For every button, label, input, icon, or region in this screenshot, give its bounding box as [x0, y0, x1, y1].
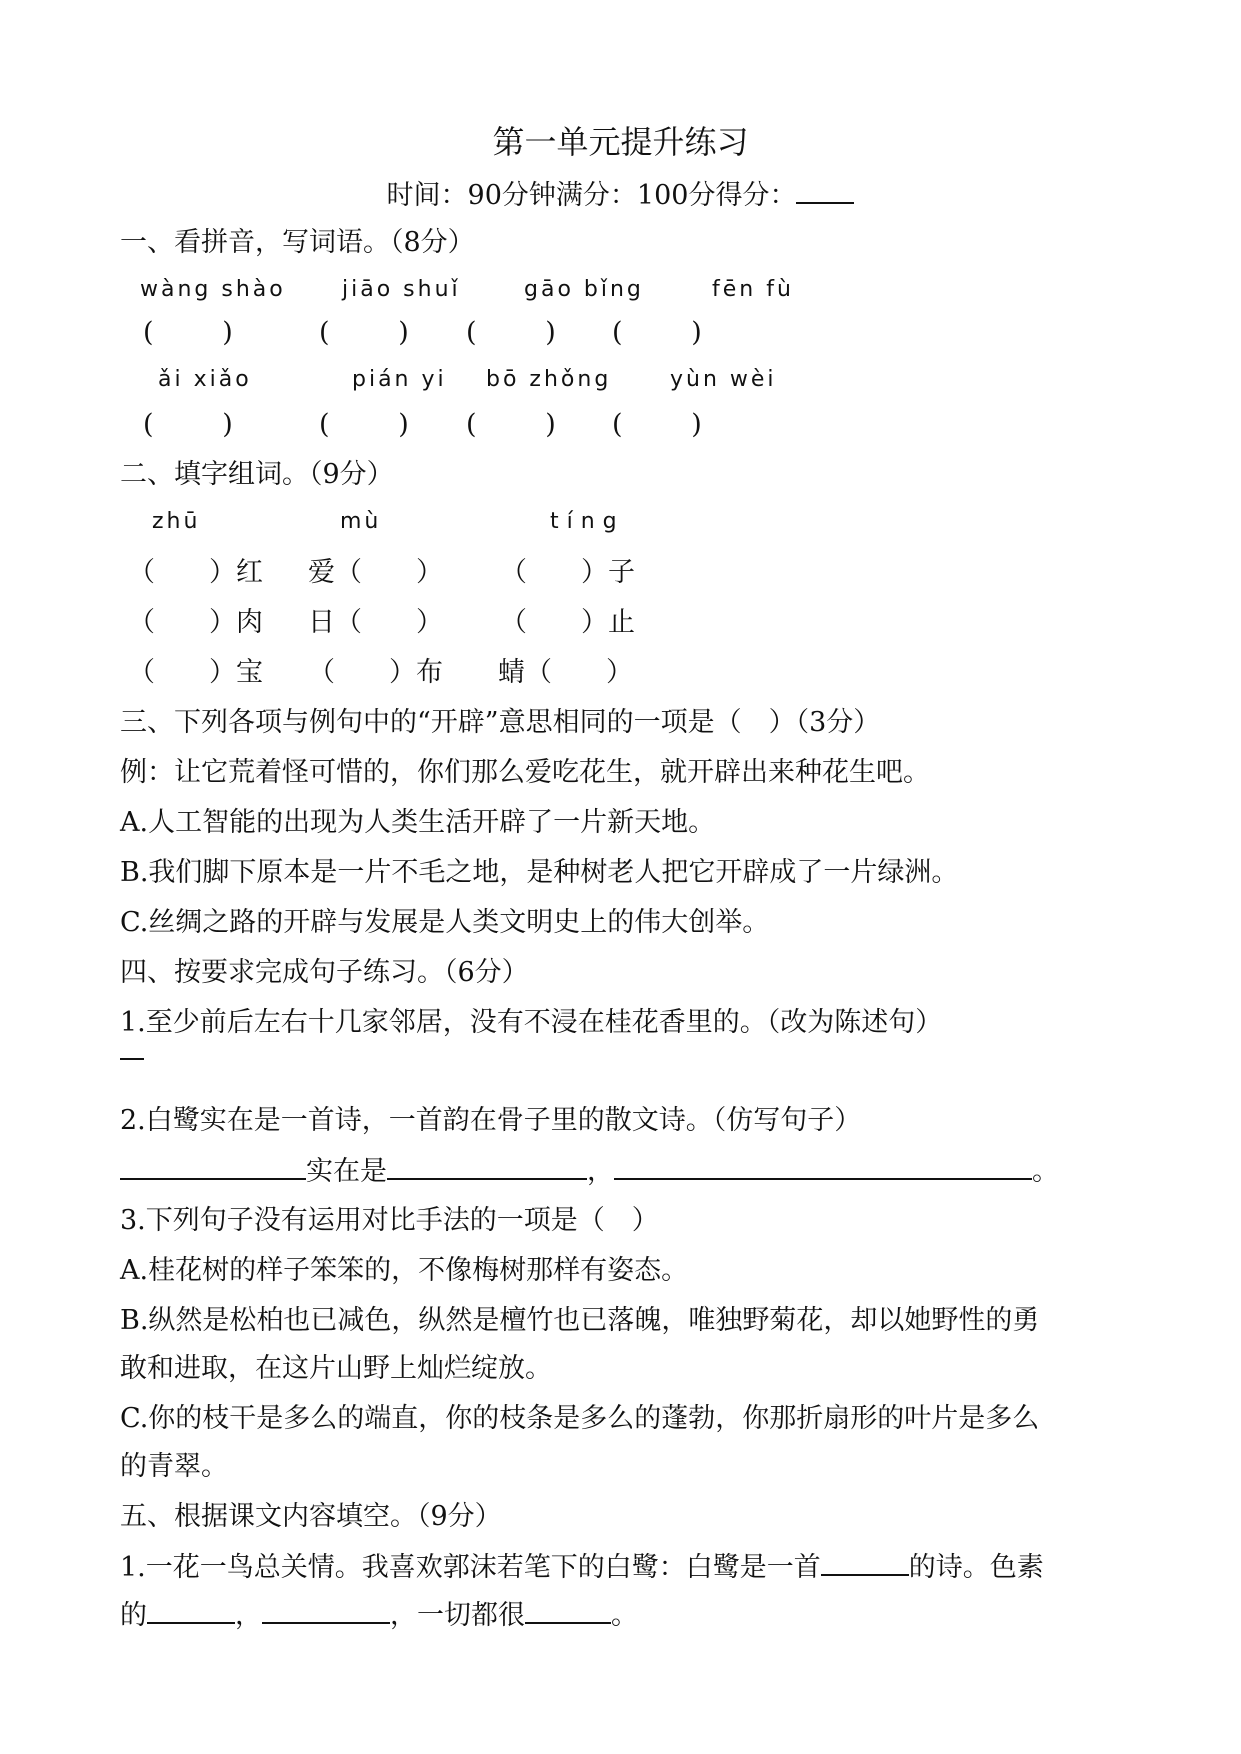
question-5-1-text: 。: [611, 1600, 638, 1631]
answer-blank[interactable]: [821, 1550, 909, 1576]
fill-word-cell[interactable]: 日（ ）: [308, 607, 443, 638]
imitation-mid-text: 实在是: [306, 1156, 387, 1187]
option-b[interactable]: B.纵然是松柏也已减色，纵然是檀竹也已落魄，唯独野菊花，却以她野性的勇: [120, 1305, 1040, 1336]
answer-blank[interactable]: [120, 1154, 306, 1180]
pinyin-item: pián yi: [352, 367, 447, 392]
fill-word-cell[interactable]: （ ）止: [500, 607, 635, 638]
question-4-2: 2.白鹭实在是一首诗，一首韵在骨子里的散文诗。（仿写句子）: [120, 1105, 862, 1136]
answer-blank[interactable]: [147, 1598, 235, 1624]
answer-blank[interactable]: [614, 1154, 1032, 1180]
option-a[interactable]: A.桂花树的样子笨笨的，不像梅树那样有姿态。: [120, 1255, 689, 1286]
answer-line[interactable]: [120, 1058, 144, 1060]
section-1-heading: 一、看拼音，写词语。（8分）: [120, 227, 475, 258]
fill-word-cell[interactable]: （ ）红: [128, 557, 263, 588]
pinyin-item: ǎi xiǎo: [158, 367, 252, 392]
question-5-1-text: 的: [120, 1600, 147, 1631]
option-c[interactable]: C.丝绸之路的开辟与发展是人类文明史上的伟大创举。: [120, 907, 770, 938]
pinyin-item: mù: [340, 509, 382, 534]
pinyin-item: jiāo shuǐ: [342, 277, 461, 302]
question-5-1-text: ，: [235, 1600, 262, 1631]
section-4-heading: 四、按要求完成句子练习。（6分）: [120, 957, 529, 988]
score-blank[interactable]: [796, 178, 854, 204]
pinyin-item: bō zhǒng: [486, 367, 612, 392]
option-c-continued[interactable]: 的青翠。: [120, 1451, 228, 1482]
question-5-1-text: ，一切都很: [390, 1600, 525, 1631]
option-a[interactable]: A.人工智能的出现为人类生活开辟了一片新天地。: [120, 807, 716, 838]
question-5-1-continued: [120, 1598, 638, 1633]
answer-blank[interactable]: [525, 1598, 611, 1624]
question-5-1-text: 1.一花一鸟总关情。我喜欢郭沫若笔下的白鹭：白鹭是一首: [120, 1552, 821, 1583]
option-b[interactable]: B.我们脚下原本是一片不毛之地，是种树老人把它开辟成了一片绿洲。: [120, 857, 959, 888]
example-sentence: 例：让它荒着怪可惜的，你们那么爱吃花生，就开辟出来种花生吧。: [120, 757, 930, 788]
answer-parentheses[interactable]: ( ): [319, 409, 409, 440]
exam-meta: [0, 178, 1241, 213]
question-5-1: [120, 1550, 1044, 1585]
question-4-1: 1.至少前后左右十几家邻居，没有不浸在桂花香里的。（改为陈述句）: [120, 1007, 943, 1038]
pinyin-item: yùn wèi: [670, 367, 777, 392]
pinyin-item: gāo bǐng: [524, 277, 644, 302]
fill-word-cell[interactable]: （ ）布: [308, 657, 443, 688]
exam-meta-text: 时间：90分钟满分：100分得分：: [386, 180, 797, 211]
imitation-comma: ，: [587, 1156, 614, 1187]
question-5-1-text: 的诗。色素: [908, 1552, 1044, 1583]
answer-blank[interactable]: [262, 1598, 390, 1624]
answer-blank[interactable]: [387, 1154, 587, 1180]
answer-parentheses[interactable]: ( ): [612, 409, 702, 440]
fill-word-cell[interactable]: （ ）宝: [128, 657, 263, 688]
option-b-continued[interactable]: 敢和进取，在这片山野上灿烂绽放。: [120, 1353, 552, 1384]
imitation-end: 。: [1032, 1156, 1059, 1187]
pinyin-item: tíng: [550, 509, 625, 534]
imitation-sentence-line: [120, 1154, 1059, 1189]
answer-parentheses[interactable]: ( ): [143, 409, 233, 440]
answer-parentheses[interactable]: ( ): [466, 409, 556, 440]
fill-word-cell[interactable]: 蜻（ ）: [498, 657, 633, 688]
answer-parentheses[interactable]: ( ): [466, 317, 556, 348]
answer-parentheses[interactable]: ( ): [612, 317, 702, 348]
answer-parentheses[interactable]: ( ): [319, 317, 409, 348]
pinyin-item: wàng shào: [140, 277, 286, 302]
pinyin-item: zhū: [152, 509, 201, 534]
question-4-3: 3.下列句子没有运用对比手法的一项是（ ）: [120, 1205, 659, 1236]
pinyin-item: fēn fù: [712, 277, 794, 302]
answer-parentheses[interactable]: ( ): [143, 317, 233, 348]
fill-word-cell[interactable]: 爱（ ）: [308, 557, 443, 588]
section-2-heading: 二、填字组词。（9分）: [120, 459, 394, 490]
fill-word-cell[interactable]: （ ）子: [500, 557, 635, 588]
page-title: 第一单元提升练习: [492, 123, 749, 161]
option-c[interactable]: C.你的枝干是多么的端直，你的枝条是多么的蓬勃，你那折扇形的叶片是多么: [120, 1403, 1040, 1434]
fill-word-cell[interactable]: （ ）肉: [128, 607, 263, 638]
section-3-heading: 三、下列各项与例句中的“开辟”意思相同的一项是（ ）（3分）: [120, 707, 881, 738]
section-5-heading: 五、根据课文内容填空。（9分）: [120, 1501, 502, 1532]
